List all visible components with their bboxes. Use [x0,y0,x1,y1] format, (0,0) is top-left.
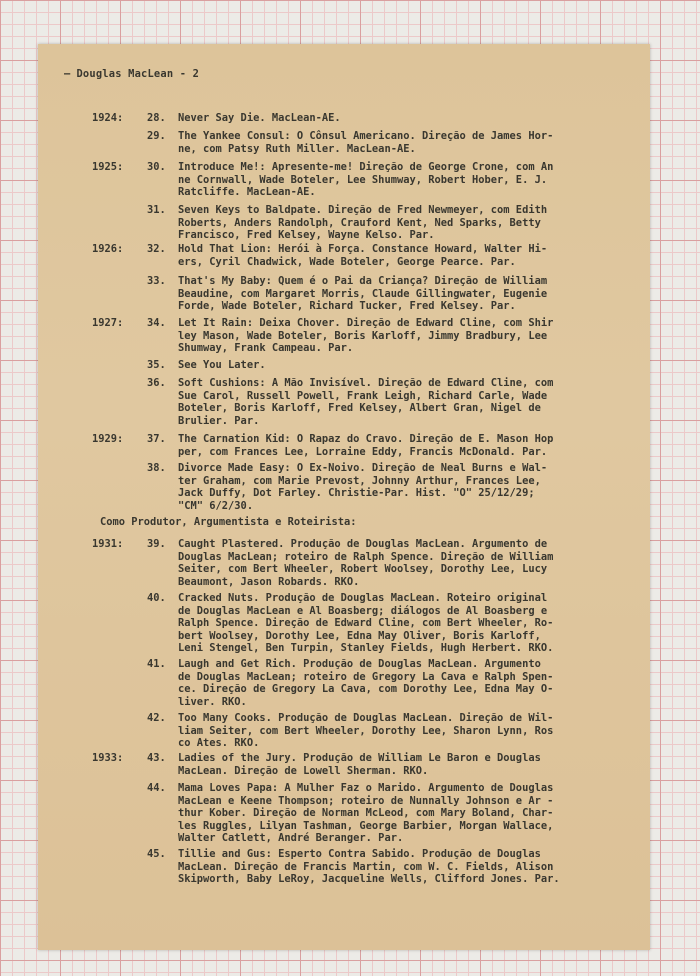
entry-number: 32. [147,243,166,255]
entry-year: 1925: [92,161,124,173]
entry-number: 40. [147,592,166,604]
entry-text: Hold That Lion: Herói à Força. Constance Howard, Walter Hi- ers, Cyril Chadwick, Wade Boteler, George Pearce. Par. [178,243,548,268]
entry-number: 43. [147,752,166,764]
entry-year: 1927: [92,317,124,329]
entry-number: 41. [147,658,166,670]
entry-number: 36. [147,377,166,389]
entry-number: 39. [147,538,166,550]
entry-number: 38. [147,462,166,474]
entry-text: The Carnation Kid: O Rapaz do Cravo. Direção de E. Mason Hop per, com Frances Lee, Lorraine Eddy, Francis McDonald. Par. [178,433,554,458]
typewritten-page [38,44,650,950]
entry-text: See You Later. [178,359,266,371]
entry-year: 1929: [92,433,124,445]
entry-number: 30. [147,161,166,173]
entry-number: 28. [147,112,166,124]
entry-number: 42. [147,712,166,724]
entry-text: Soft Cushions: A Mão Invisível. Direção de Edward Cline, com Sue Carol, Russell Powell, Frank Leigh, Richard Carle, Wade Boteler, Boris Karloff, Fred Kelsey, Albert Gran, Nigel de Brulier. Par. [178,377,554,427]
entry-year: 1931: [92,538,124,550]
entry-text: Seven Keys to Baldpate. Direção de Fred Newmeyer, com Edith Roberts, Anders Randolph, Crauford Kent, Ned Sparks, Betty Francisco, Fred Kelsey, Wayne Kelso. Par. [178,204,548,242]
entry-text: Ladies of the Jury. Produção de William Le Baron e Douglas MacLean. Direção de Lowell Sherman. RKO. [178,752,541,777]
entry-year: 1933: [92,752,124,764]
entry-number: 45. [147,848,166,860]
entry-text: The Yankee Consul: O Cônsul Americano. Direção de James Hor- ne, com Patsy Ruth Miller. MacLean-AE. [178,130,554,155]
entry-text: Cracked Nuts. Produção de Douglas MacLean. Roteiro original de Douglas MacLean e Al Boasberg; diálogos de Al Boasberg e Ralph Spence. Direção de Edward Cline, com Bert Wheeler, Ro- bert Woolsey, Dorothy Lee, Edna May Oliver, Boris Karloff, Leni Stengel, Ben Turpin, Stanley Fields, Hugh Herbert. RKO. [178,592,554,655]
entry-text: Tillie and Gus: Esperto Contra Sabido. Produção de Douglas MacLean. Direção de Francis Martin, com W. C. Fields, Alison Skipworth, Baby LeRoy, Jacqueline Wells, Clifford Jones. Par. [178,848,560,886]
entry-text: Let It Rain: Deixa Chover. Direção de Edward Cline, com Shir ley Mason, Wade Boteler, Boris Karloff, Jimmy Bradbury, Lee Shumway, Frank Campeau. Par. [178,317,554,355]
entry-text: Introduce Me!: Apresente-me! Direção de George Crone, com An ne Cornwall, Wade Boteler, Lee Shumway, Robert Hober, E. J. Ratcliffe. MacLean-AE. [178,161,554,199]
entry-number: 29. [147,130,166,142]
entry-number: 33. [147,275,166,287]
entry-year: 1924: [92,112,124,124]
entry-text: Caught Plastered. Produção de Douglas MacLean. Argumento de Douglas MacLean; roteiro de Ralph Spence. Direção de William Seiter, com Bert Wheeler, Robert Woolsey, Dorothy Lee, Lucy Beaumont, Jason Robards. RKO. [178,538,554,588]
entry-text: Mama Loves Papa: A Mulher Faz o Marido. Argumento de Douglas MacLean e Keene Thompson; roteiro de Nunnally Johnson e Ar - thur Kober. Direção de Norman McLeod, com Mary Boland, Char- les Ruggles, Lilyan Tashman, George Barbier, Morgan Wallace, Walter Catlett, André Beranger. Par. [178,782,554,845]
entry-number: 31. [147,204,166,216]
entry-text: Divorce Made Easy: O Ex-Noivo. Direção de Neal Burns e Wal- ter Graham, com Marie Prevost, Johnny Arthur, Frances Lee, Jack Duffy, Dot Farley. Christie-Par. Hist. "O" 25/12/29; "CM" 6/2/30. [178,462,548,512]
header-title: Douglas MacLean - 2 [76,68,200,80]
header-dash: — [64,68,71,80]
entry-number: 44. [147,782,166,794]
section-heading: Como Produtor, Argumentista e Roteirista: [100,516,357,528]
page-header [64,68,199,81]
entry-number: 37. [147,433,166,445]
entry-text: Too Many Cooks. Produção de Douglas MacLean. Direção de Wil- liam Seiter, com Bert Wheeler, Dorothy Lee, Sharon Lynn, Ros co Ates. RKO. [178,712,554,750]
entry-year: 1926: [92,243,124,255]
entry-number: 34. [147,317,166,329]
entry-text: That's My Baby: Quem é o Pai da Criança? Direção de William Beaudine, com Margaret Morris, Claude Gillingwater, Eugenie Forde, Wade Boteler, Richard Tucker, Fred Kelsey. Par. [178,275,548,313]
entry-number: 35. [147,359,166,371]
entry-text: Laugh and Get Rich. Produção de Douglas MacLean. Argumento de Douglas MacLean; roteiro de Gregory La Cava e Ralph Spen- ce. Direção de Gregory La Cava, com Dorothy Lee, Edna May O- liver. RKO. [178,658,554,708]
entry-text: Never Say Die. MacLean-AE. [178,112,341,124]
